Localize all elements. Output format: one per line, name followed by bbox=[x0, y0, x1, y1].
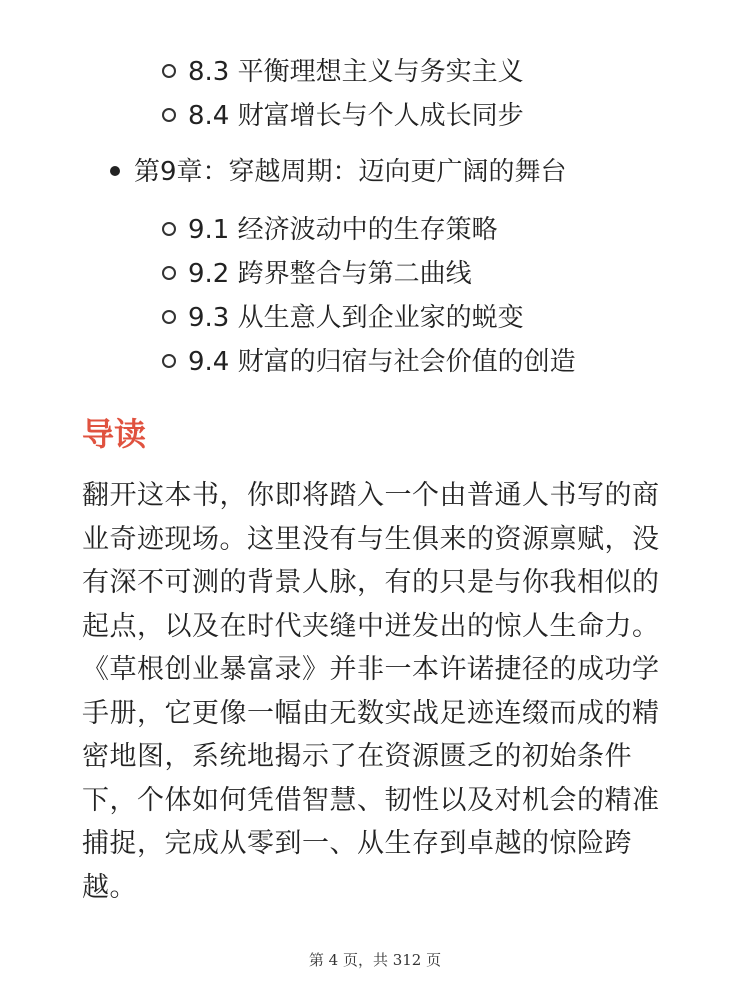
toc-chapter-9 bbox=[110, 150, 567, 194]
toc-item-9-3 bbox=[162, 298, 524, 338]
toc-item-8-3 bbox=[162, 52, 524, 92]
open-circle-bullet-icon bbox=[162, 108, 176, 122]
toc-item-9-1 bbox=[162, 210, 498, 250]
toc-chapter-text: 第9章：穿越周期：迈向更广阔的舞台 bbox=[134, 157, 567, 187]
open-circle-bullet-icon bbox=[162, 354, 176, 368]
toc-item-text: 8.3 平衡理想主义与务实主义 bbox=[188, 57, 524, 87]
toc-item-9-2 bbox=[162, 254, 472, 294]
intro-paragraph: 翻开这本书，你即将踏入一个由普通人书写的商业奇迹现场。这里没有与生俱来的资源禀赋，没有深不可测的背景人脉，有的只是与你我相似的起点，以及在时代夹缝中迸发出的惊人生命力。《草根创业暴富录》并非一本许诺捷径的成功学手册，它更像一幅由无数实战足迹连缀而成的精密地图，系统地揭示了在资源匮乏的初始条件下，个体如何凭借智慧、韧性以及对机会的精准捕捉，完成从零到一、从生存到卓越的惊险跨越。 bbox=[82, 480, 660, 903]
filled-circle-bullet-icon bbox=[110, 166, 120, 176]
toc-item-text: 8.4 财富增长与个人成长同步 bbox=[188, 101, 524, 131]
toc-item-text: 9.2 跨界整合与第二曲线 bbox=[188, 259, 472, 289]
open-circle-bullet-icon bbox=[162, 64, 176, 78]
toc-item-9-4 bbox=[162, 342, 576, 382]
page-number-footer: 第 4 页，共 312 页 bbox=[308, 951, 442, 969]
section-heading: 导读 bbox=[82, 415, 147, 453]
toc-item-text: 9.1 经济波动中的生存策略 bbox=[188, 215, 498, 245]
toc-item-text: 9.4 财富的归宿与社会价值的创造 bbox=[188, 347, 576, 377]
toc-item-text: 9.3 从生意人到企业家的蜕变 bbox=[188, 303, 524, 333]
open-circle-bullet-icon bbox=[162, 310, 176, 324]
open-circle-bullet-icon bbox=[162, 266, 176, 280]
toc-item-8-4 bbox=[162, 96, 524, 136]
open-circle-bullet-icon bbox=[162, 222, 176, 236]
